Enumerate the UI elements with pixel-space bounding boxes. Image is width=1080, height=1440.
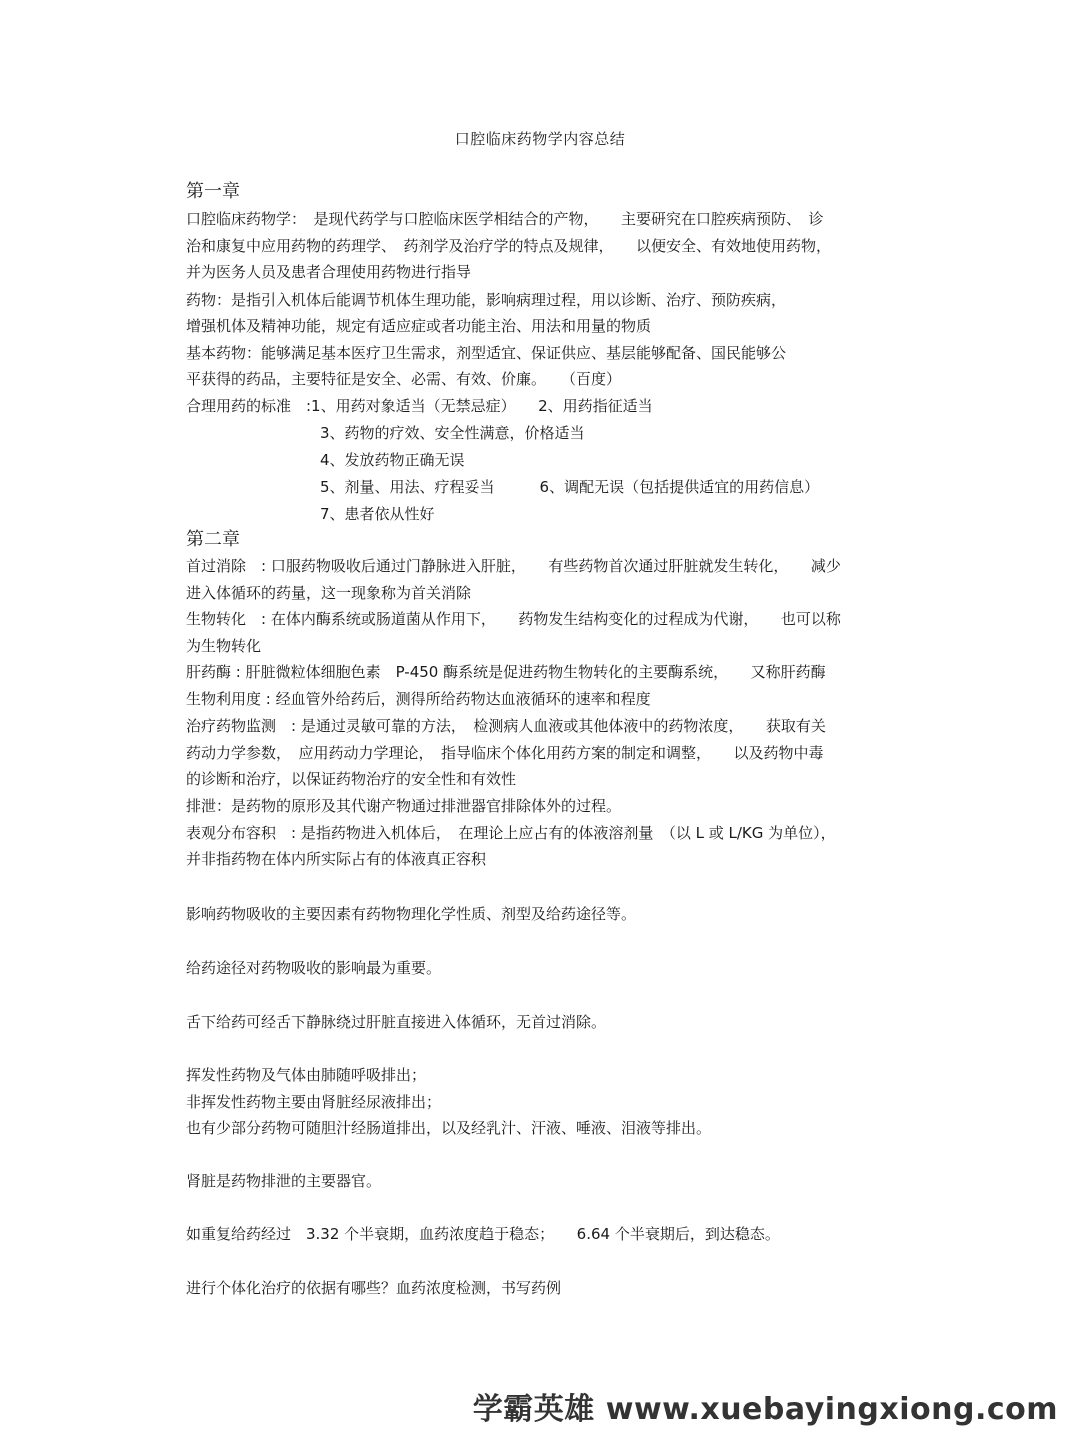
paragraph-line: 生物利用度 : 经血管外给药后，测得所给药物达血液循环的速率和程度 <box>186 690 651 708</box>
note-line: 如重复给药经过 3.32 个半衰期，血药浓度趋于稳态； 6.64 个半衰期后，到达稳态。 <box>186 1225 780 1243</box>
criteria-line: 4、发放药物正确无误 <box>320 451 465 469</box>
note-line: 给药途径对药物吸收的影响最为重要。 <box>186 959 442 977</box>
paragraph-line: 排泄：是药物的原形及其代谢产物通过排泄器官排除体外的过程。 <box>186 797 622 815</box>
paragraph-line: 平获得的药品，主要特征是安全、必需、有效、价廉。 （百度） <box>186 370 622 388</box>
paragraph-line: 治和康复中应用药物的药理学、 药剂学及治疗学的特点及规律， 以便安全、有效地使用药物， <box>186 237 832 255</box>
paragraph-line: 并非指药物在体内所实际占有的体液真正容积 <box>186 850 487 868</box>
paragraph-line: 基本药物：能够满足基本医疗卫生需求，剂型适宜、保证供应、基层能够配备、国民能够公 <box>186 344 787 362</box>
paragraph-line: 药动力学参数， 应用药动力学理论， 指导临床个体化用药方案的制定和调整， 以及药物中毒 <box>186 744 824 762</box>
criteria-line: 5、剂量、用法、疗程妥当 6、调配无误（包括提供适宜的用药信息） <box>320 478 820 496</box>
paragraph-line: 表观分布容积 : 是指药物进入机体后， 在理论上应占有的体液溶剂量 （以 L 或 L/KG 为单位）， <box>186 824 836 842</box>
paragraph-line: 口腔临床药物学： 是现代药学与口腔临床医学相结合的产物， 主要研究在口腔疾病预防、 诊 <box>186 210 824 228</box>
note-line: 非挥发性药物主要由肾脏经尿液排出； <box>186 1093 442 1111</box>
paragraph-line: 增强机体及精神功能，规定有适应症或者功能主治、用法和用量的物质 <box>186 317 652 335</box>
paragraph-line: 首过消除 : 口服药物吸收后通过门静脉进入肝脏， 有些药物首次通过肝脏就发生转化， 减少 <box>186 557 841 575</box>
paragraph-line: 肝药酶 : 肝脏微粒体细胞色素 P-450 酶系统是促进药物生物转化的主要酶系统， 又称肝药酶 <box>186 663 826 681</box>
note-line: 进行个体化治疗的依据有哪些？血药浓度检测，书写药例 <box>186 1279 562 1297</box>
note-line: 也有少部分药物可随胆汁经肠道排出，以及经乳汁、汗液、唾液、泪液等排出。 <box>186 1119 712 1137</box>
paragraph-line: 的诊断和治疗，以保证药物治疗的安全性和有效性 <box>186 770 517 788</box>
watermark-text: 学霸英雄 www.xuebayingxiong.com <box>472 1392 1058 1427</box>
criteria-line: 7、患者依从性好 <box>320 505 435 523</box>
document-title: 口腔临床药物学内容总结 <box>454 130 626 148</box>
note-line: 影响药物吸收的主要因素有药物物理化学性质、剂型及给药途径等。 <box>186 905 637 923</box>
paragraph-line: 合理用药的标准 :1、用药对象适当（无禁忌症） 2、用药指征适当 <box>186 397 653 415</box>
note-line: 肾脏是药物排泄的主要器官。 <box>186 1172 382 1190</box>
chapter-1-heading: 第一章 <box>186 181 240 202</box>
criteria-line: 3、药物的疗效、安全性满意，价格适当 <box>320 424 585 442</box>
paragraph-line: 进入体循环的药量，这一现象称为首关消除 <box>186 584 472 602</box>
paragraph-line: 并为医务人员及患者合理使用药物进行指导 <box>186 263 472 281</box>
paragraph-line: 药物：是指引入机体后能调节机体生理功能，影响病理过程，用以诊断、治疗、预防疾病， <box>186 291 787 309</box>
paragraph-line: 生物转化 : 在体内酶系统或肠道菌从作用下， 药物发生结构变化的过程成为代谢， 也可以称 <box>186 610 841 628</box>
note-line: 挥发性药物及气体由肺随呼吸排出； <box>186 1066 427 1084</box>
paragraph-line: 为生物转化 <box>186 637 262 655</box>
chapter-2-heading: 第二章 <box>186 529 240 550</box>
note-line: 舌下给药可经舌下静脉绕过肝脏直接进入体循环，无首过消除。 <box>186 1013 607 1031</box>
paragraph-line: 治疗药物监测 : 是通过灵敏可靠的方法， 检测病人血液或其他体液中的药物浓度， 获取有关 <box>186 717 826 735</box>
